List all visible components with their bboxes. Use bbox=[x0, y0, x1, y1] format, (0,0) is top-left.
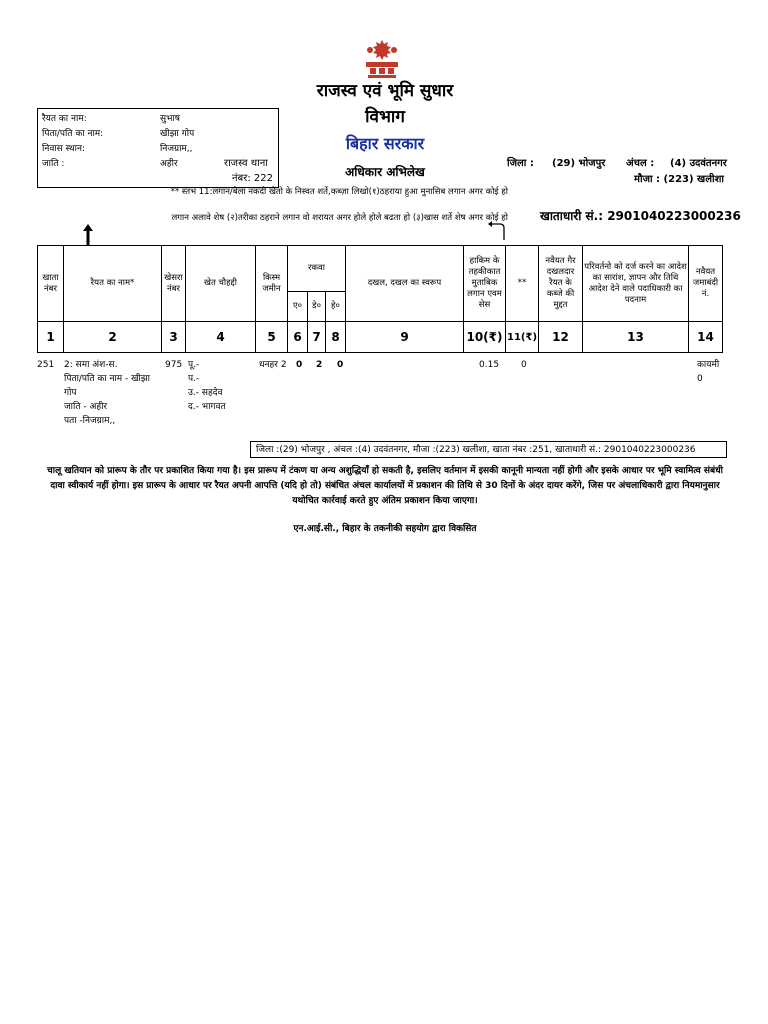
department-title: राजस्व एवं भूमि सुधार bbox=[316, 81, 454, 101]
col-number-1: 1 bbox=[38, 322, 64, 353]
nic-credit: एन.आई.सी., बिहार के तकनीकी सहयोग द्वारा विकसित bbox=[293, 524, 477, 534]
col-number-5: 5 bbox=[256, 322, 288, 353]
header-khesra-number: खेसरा नंबर bbox=[162, 246, 186, 322]
header-khata-number: खाता नंबर bbox=[38, 246, 64, 322]
bihar-emblem-icon bbox=[360, 36, 404, 80]
caste-label: जाति : bbox=[42, 159, 65, 169]
header-mutation-order: परिवर्तनो को दर्ज करने का आदेश का सारांश, ज्ञापन और तिथि आदेश देने वाले पदाधिकारी का पदनाम bbox=[583, 246, 689, 322]
village-value: मौजा : (223) खलीशा bbox=[634, 174, 724, 185]
row-boundary-east: पू.- bbox=[188, 360, 200, 370]
header-area-hectare: हे० bbox=[326, 292, 346, 322]
row-boundary-north: उ.- सहदेव bbox=[188, 388, 223, 398]
khata-holder-number: खाताधारी सं.: 2901040223000236 bbox=[540, 209, 741, 223]
raiyat-name-label: रैयत का नाम: bbox=[42, 114, 87, 124]
department-title-line2: विभाग bbox=[365, 107, 405, 127]
khatiyan-table bbox=[37, 245, 723, 353]
row-land-type: धनहर 2 bbox=[259, 360, 287, 370]
row-raiyat-address: पता -निजग्राम,, bbox=[64, 416, 116, 426]
revenue-thana-label: राजस्व थाना bbox=[224, 158, 268, 169]
col-number-12: 12 bbox=[539, 322, 583, 353]
header-chauhaddi: खेत चौहद्दी bbox=[186, 246, 256, 322]
revenue-thana-number: नंबर: 222 bbox=[232, 173, 273, 184]
column-note-line2: लगान अलावे शेष (२)तरीका ठहराने लगान वो शरायत अगर होले होले बढता हो (३)खास शर्ते शेष अगर कोई हो bbox=[171, 213, 508, 223]
raiyat-name-value: सुभाष bbox=[160, 114, 180, 124]
header-land-type: किस्म जमीन bbox=[256, 246, 288, 322]
row-area-acre: 0 bbox=[296, 360, 303, 370]
row-raiyat-name-line1: 2: समा अंश-स. bbox=[64, 360, 118, 370]
col-number-7: 7 bbox=[308, 322, 326, 353]
row-raiyat-name-line3: गोप bbox=[64, 388, 77, 398]
row-rent: 0.15 bbox=[479, 360, 500, 370]
col-number-14: 14 bbox=[689, 322, 723, 353]
row-khata-number: 251 bbox=[37, 360, 55, 370]
header-area-acre: ए० bbox=[288, 292, 308, 322]
row-cess: 0 bbox=[521, 360, 527, 370]
header-possession: दखल, दखल का स्वरूप bbox=[346, 246, 464, 322]
row-jamabandi-number: 0 bbox=[697, 374, 703, 384]
father-name-value: खीझा गोप bbox=[160, 129, 195, 139]
circle-label: अंचल : bbox=[626, 158, 655, 169]
header-non-occupancy: नवैयत गैर दखलदार रैयत के कब्जे की मुद्दत bbox=[539, 246, 583, 322]
residence-value: निजग्राम,, bbox=[160, 144, 193, 154]
father-name-label: पिता/पति का नाम: bbox=[42, 129, 104, 139]
col-number-10: 10(₹) bbox=[464, 322, 506, 353]
col-number-13: 13 bbox=[583, 322, 689, 353]
record-title: अधिकार अभिलेख bbox=[345, 165, 425, 179]
col-number-6: 6 bbox=[288, 322, 308, 353]
district-value: (29) भोजपुर bbox=[552, 158, 606, 169]
summary-box: जिला :(29) भोजपुर , अंचल :(4) उदवंतनगर, मौजा :(223) खलीशा, खाता नंबर :251, खाताधारी सं.: 2901040223000236 bbox=[250, 441, 727, 458]
col-number-8: 8 bbox=[326, 322, 346, 353]
row-boundary-west: प.- bbox=[188, 374, 200, 384]
header-raiyat-name: रैयत का नाम* bbox=[64, 246, 162, 322]
col-number-11: 11(₹) bbox=[506, 322, 539, 353]
caste-value: अहीर bbox=[160, 159, 178, 169]
header-col11: ** bbox=[506, 246, 539, 322]
row-jamabandi-type: कायमी bbox=[697, 360, 720, 370]
header-area-decimal: डे० bbox=[308, 292, 326, 322]
row-khesra-number: 975 bbox=[165, 360, 183, 370]
row-boundary-south: द.- भागवत bbox=[188, 402, 226, 412]
circle-value: (4) उदवंतनगर bbox=[670, 158, 727, 169]
col-number-9: 9 bbox=[346, 322, 464, 353]
header-area: रकवा bbox=[288, 246, 346, 292]
header-jamabandi: नवैयत जमाबंदी नं. bbox=[689, 246, 723, 322]
column-note-line1: ** स्तंभ 11:लगान/बेला नकदी खेतो के निस्वत शर्ते,कब्ज़ा लिखो(१)ठहराया हुआ मुनासिब लगान अगर कोई हो bbox=[170, 187, 508, 197]
curved-arrow-icon bbox=[486, 220, 510, 242]
row-area-decimal: 2 bbox=[316, 360, 323, 370]
government-name: बिहार सरकार bbox=[345, 134, 425, 153]
row-area-hectare: 0 bbox=[337, 360, 344, 370]
row-raiyat-caste: जाति - अहीर bbox=[64, 402, 108, 412]
disclaimer-text: चालू खतियान को प्रारूप के तौर पर प्रकाशित किया गया है। इस प्रारूप में टंकण या अन्य अशुद्धियाँ हो सकती है, इसलिए वर्तमान में इसकी कानूनी मान्यता नहीं होगी और इसके आधार पर भूमि स्वामित्व संबंधी दावा स्वीकार्य नहीं होगा। इस प्रारूप के आधार पर रैयत अपनी आपत्ति (यदि हो तो) संबंधित अंचल कार्यालयों में प्रकाशन की तिथि से 30 दिनों के अंदर दायर करेंगे, जिस पर अंचलाधिकारी द्वारा नियमानुसार यथोचित कार्रवाई करते हुए अंतिम प्रकाशन किया जाएगा। bbox=[47, 466, 723, 506]
row-raiyat-name-line2: पिता/पति का नाम - खीझा bbox=[64, 374, 150, 384]
header-rent-cess: हाकिम के तहकीकात मुताबिक लगान एवम सेस bbox=[464, 246, 506, 322]
col-number-2: 2 bbox=[64, 322, 162, 353]
up-arrow-icon bbox=[82, 222, 94, 246]
col-number-4: 4 bbox=[186, 322, 256, 353]
col-number-3: 3 bbox=[162, 322, 186, 353]
residence-label: निवास स्थान: bbox=[42, 144, 86, 154]
district-label: जिला : bbox=[507, 158, 534, 169]
